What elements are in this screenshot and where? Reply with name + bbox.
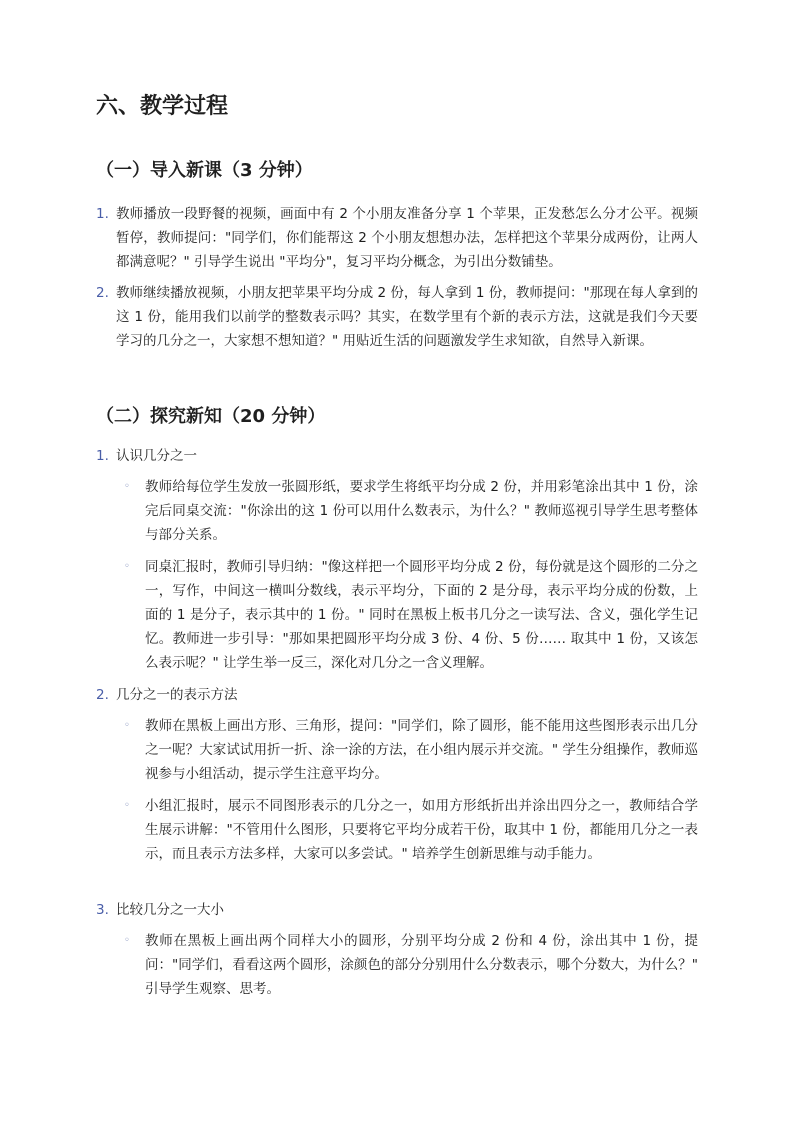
bullet-text: 教师给每位学生发放一张圆形纸，要求学生将纸平均分成 2 份，并用彩笔涂出其中 1 份，涂完后同桌交流："你涂出的这 1 份可以用什么数表示，为什么？" 教师巡视引导学生思考整体与部分关系。 (145, 479, 698, 543)
part2-heading: （二）探究新知（20 分钟） (96, 406, 326, 427)
bullet-icon: ◦ (124, 561, 130, 572)
list-item (145, 714, 698, 786)
bullet-icon: ◦ (124, 800, 130, 811)
bullet-text: 教师在黑板上画出方形、三角形，提问："同学们，除了圆形，能不能用这些图形表示出几分之一呢？大家试试用折一折、涂一涂的方法，在小组内展示并交流。" 学生分组操作，教师巡视参与小组活动，提示学生注意平均分。 (145, 718, 698, 782)
list-marker: 3. (96, 902, 109, 918)
list-item-text: 教师播放一段野餐的视频，画面中有 2 个小朋友准备分享 1 个苹果，正发愁怎么分才公平。视频暂停，教师提问："同学们，你们能帮这 2 个小朋友想想办法，怎样把这个苹果分成两份，让两人都满意呢？" 引导学生说出 "平均分"，复习平均分概念，为引出分数铺垫。 (116, 206, 698, 270)
list-item-title: 认识几分之一 (116, 448, 197, 464)
bullet-text: 小组汇报时，展示不同图形表示的几分之一，如用方形纸折出并涂出四分之一，教师结合学生展示讲解："不管用什么图形，只要将它平均分成若干份，取其中 1 份，都能用几分之一表示，而且表示方法多样，大家可以多尝试。" 培养学生创新思维与动手能力。 (145, 798, 698, 862)
list-item (116, 281, 698, 353)
section-title: 六、教学过程 (96, 94, 229, 119)
bullet-icon: ◦ (124, 935, 130, 946)
list-item-title: 比较几分之一大小 (116, 902, 224, 918)
list-item (145, 929, 698, 1001)
list-marker: 2. (96, 687, 109, 703)
bullet-text: 教师在黑板上画出两个同样大小的圆形，分别平均分成 2 份和 4 份，涂出其中 1 份，提问："同学们，看看这两个圆形，涂颜色的部分分别用什么分数表示，哪个分数大，为什么？" 引导学生观察、思考。 (145, 933, 698, 997)
list-item (145, 555, 698, 675)
list-marker: 1. (96, 206, 109, 222)
list-item-title: 几分之一的表示方法 (116, 687, 238, 703)
list-item-text: 教师继续播放视频，小朋友把苹果平均分成 2 份，每人拿到 1 份，教师提问："那现在每人拿到的这 1 份，能用我们以前学的整数表示吗？其实，在数学里有个新的表示方法，这就是我们今天要学习的几分之一，大家想不想知道？" 用贴近生活的问题激发学生求知欲，自然导入新课。 (116, 285, 698, 349)
list-item (145, 794, 698, 866)
bullet-icon: ◦ (124, 481, 130, 492)
bullet-icon: ◦ (124, 720, 130, 731)
list-item (116, 202, 698, 274)
list-marker: 1. (96, 448, 109, 464)
list-item (145, 475, 698, 547)
part1-heading: （一）导入新课（3 分钟） (96, 160, 313, 181)
bullet-text: 同桌汇报时，教师引导归纳："像这样把一个圆形平均分成 2 份，每份就是这个圆形的二分之一，写作，中间这一横叫分数线，表示平均分，下面的 2 是分母，表示平均分成的份数，上面的 1 是分子，表示其中的 1 份。" 同时在黑板上板书几分之一读写法、含义，强化学生记忆。教师进一步引导："那如果把圆形平均分成 3 份、4 份、5 份…… 取其中 1 份，又该怎么表示呢？" 让学生举一反三，深化对几分之一含义理解。 (145, 559, 698, 671)
list-marker: 2. (96, 285, 109, 301)
